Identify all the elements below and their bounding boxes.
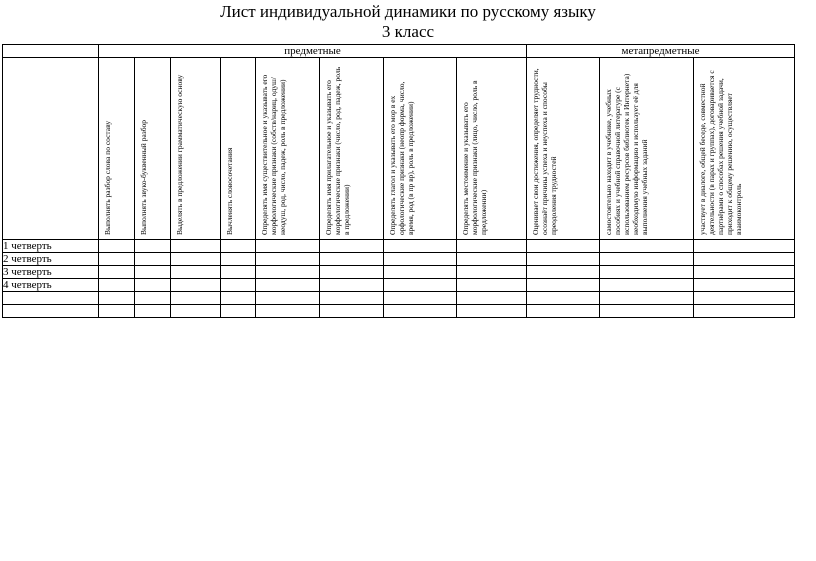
column-header-row (3, 58, 795, 240)
column-header-label: Выделять в предложении грамматическую основу (175, 74, 184, 235)
table-row (3, 305, 795, 318)
table-cell[interactable] (320, 253, 384, 266)
table-cell[interactable] (320, 266, 384, 279)
table-cell[interactable] (135, 279, 171, 292)
column-header-label: Определять имя прилагательное и указывать его морфологические признаки (число, род, падеж, роль в предложении) (324, 66, 351, 235)
table-cell[interactable] (99, 240, 135, 253)
column-header (256, 58, 320, 240)
table-row (3, 279, 795, 292)
table-row (3, 292, 795, 305)
table-cell[interactable] (135, 266, 171, 279)
column-header-label: Выполнять звуко-буквенный разбор (139, 119, 148, 235)
group-subject: предметные (99, 45, 527, 58)
table-cell[interactable] (256, 279, 320, 292)
table-cell[interactable] (527, 266, 600, 279)
table-cell[interactable] (600, 292, 694, 305)
row-label: 4 четверть (3, 279, 99, 292)
table-cell[interactable] (99, 253, 135, 266)
table-cell[interactable] (135, 240, 171, 253)
table-cell[interactable] (457, 266, 527, 279)
table-cell[interactable] (135, 253, 171, 266)
column-header (221, 58, 256, 240)
table-row (3, 240, 795, 253)
table-cell[interactable] (320, 240, 384, 253)
table-cell[interactable] (527, 279, 600, 292)
column-header-label: Определять глагол и указывать его мор в ех орфологические признаки (неопр форма, число, время, род (в пр вр), роль в предложении) (388, 81, 415, 235)
table-cell[interactable] (99, 305, 135, 318)
table-cell[interactable] (600, 253, 694, 266)
table-cell[interactable] (694, 305, 795, 318)
table-cell[interactable] (171, 240, 221, 253)
table-cell[interactable] (384, 279, 457, 292)
table-cell[interactable] (171, 279, 221, 292)
table-cell[interactable] (221, 305, 256, 318)
table-cell[interactable] (171, 253, 221, 266)
table-cell[interactable] (99, 279, 135, 292)
table-cell[interactable] (320, 279, 384, 292)
table-cell[interactable] (694, 292, 795, 305)
table-row (3, 266, 795, 279)
table-cell[interactable] (694, 279, 795, 292)
table-cell[interactable] (457, 253, 527, 266)
table-body (3, 240, 795, 318)
column-header (171, 58, 221, 240)
group-header-row (3, 45, 795, 58)
table-cell[interactable] (99, 292, 135, 305)
column-header (527, 58, 600, 240)
table-cell[interactable] (135, 305, 171, 318)
table-cell[interactable] (694, 266, 795, 279)
table-cell[interactable] (694, 253, 795, 266)
table-cell[interactable] (256, 305, 320, 318)
corner-cell (3, 45, 99, 58)
row-label (3, 292, 99, 305)
row-label: 1 четверть (3, 240, 99, 253)
table-cell[interactable] (527, 253, 600, 266)
row-label: 3 четверть (3, 266, 99, 279)
title-line-1: Лист индивидуальной динамики по русскому языку (220, 2, 596, 21)
table-cell[interactable] (221, 292, 256, 305)
table-cell[interactable] (256, 253, 320, 266)
row-label (3, 305, 99, 318)
column-header-label: Вычленять словосочетания (225, 147, 234, 235)
table-cell[interactable] (99, 266, 135, 279)
table-cell[interactable] (256, 240, 320, 253)
table-cell[interactable] (457, 240, 527, 253)
table-cell[interactable] (256, 266, 320, 279)
table-cell[interactable] (600, 279, 694, 292)
table-cell[interactable] (171, 292, 221, 305)
column-header-label: самостоятельно находит в учебнике, учебных пособиях и учебной справочной литературе (с использованием ресурсов библиотек и Интернета) необходимую информацию и использует её для выполнения учебных заданий (604, 73, 650, 235)
table-row (3, 253, 795, 266)
column-header-label: Определять имя существительное и указывать его морфологические признаки (собств/нариц, одуш/неодуш, род, число, падеж, роль в предложении) (260, 74, 287, 235)
table-cell[interactable] (135, 292, 171, 305)
table-cell[interactable] (171, 305, 221, 318)
table-cell[interactable] (384, 253, 457, 266)
table-cell[interactable] (527, 305, 600, 318)
table-cell[interactable] (384, 266, 457, 279)
column-header-label: участвует в диалоге, общей беседе, совместной деятельности (в парах и группах), договаривается с партнёрами о способах решения учебной задачи, приходит к общему решению, осуществляет взаимоконтроль (698, 69, 744, 235)
table-cell[interactable] (384, 292, 457, 305)
dynamics-table (2, 44, 795, 318)
table-cell[interactable] (600, 266, 694, 279)
table-cell[interactable] (694, 240, 795, 253)
header-blank-cell (3, 58, 99, 240)
table-cell[interactable] (457, 305, 527, 318)
table-cell[interactable] (527, 240, 600, 253)
row-label: 2 четверть (3, 253, 99, 266)
column-header (694, 58, 795, 240)
table-cell[interactable] (171, 266, 221, 279)
table-cell[interactable] (221, 253, 256, 266)
table-cell[interactable] (320, 292, 384, 305)
title-line-2: 3 класс (381, 22, 435, 41)
column-header (135, 58, 171, 240)
table-cell[interactable] (457, 279, 527, 292)
table-cell[interactable] (600, 240, 694, 253)
column-header (99, 58, 135, 240)
table-cell[interactable] (457, 292, 527, 305)
table-cell[interactable] (256, 292, 320, 305)
column-header (320, 58, 384, 240)
table-cell[interactable] (384, 240, 457, 253)
column-header (384, 58, 457, 240)
table-cell[interactable] (221, 266, 256, 279)
table-cell[interactable] (320, 305, 384, 318)
table-cell[interactable] (221, 279, 256, 292)
column-header-label: Выполнять разбор слова по составу (103, 120, 112, 235)
column-header-label: Оценивает свои достижения, определяет трудности, осознаёт причины успеха и неуспеха и способы преодоления трудностей (531, 67, 559, 235)
column-header (457, 58, 527, 240)
table-cell[interactable] (600, 305, 694, 318)
sheet-title (0, 2, 816, 42)
group-meta: метапредметные (527, 45, 795, 58)
table-cell[interactable] (221, 240, 256, 253)
column-header (600, 58, 694, 240)
table-cell[interactable] (527, 292, 600, 305)
table-cell[interactable] (384, 305, 457, 318)
column-header-label: Определять местоимение и указывать его морфологические признаки (лицо, число, роль в предложении) (461, 79, 488, 235)
